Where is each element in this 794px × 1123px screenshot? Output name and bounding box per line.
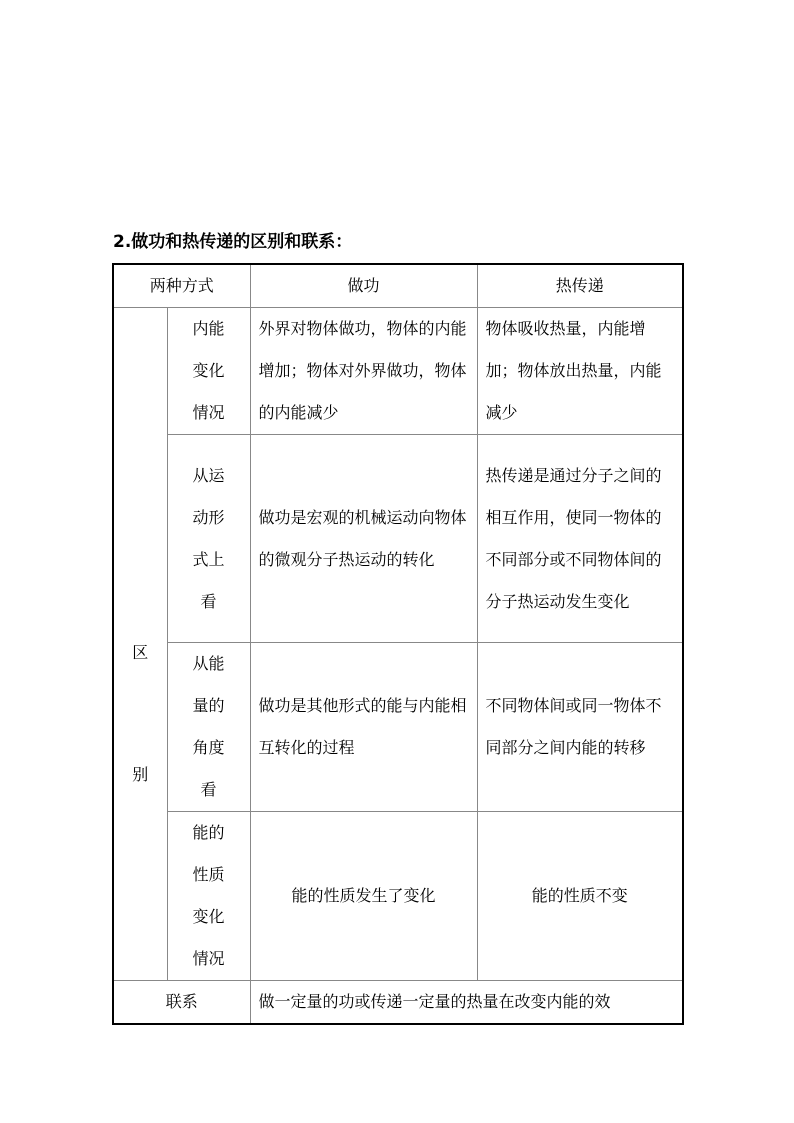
aspect-line: 动形 xyxy=(192,507,225,527)
aspect-cell xyxy=(167,643,250,812)
header-work: 做功 xyxy=(250,264,477,308)
aspect-cell xyxy=(167,435,250,643)
aspect-cell xyxy=(167,812,250,981)
comparison-table xyxy=(112,263,684,1025)
aspect-line: 从能 xyxy=(192,654,225,673)
difference-label-char: 区 xyxy=(132,643,149,662)
work-cell xyxy=(250,643,477,812)
work-text: 做功是其他形式的能与内能相互转化的过程 xyxy=(258,696,467,757)
work-cell xyxy=(250,308,477,435)
table-row xyxy=(113,435,683,643)
heat-cell xyxy=(477,812,683,981)
table-row xyxy=(113,643,683,812)
work-cell xyxy=(250,435,477,643)
link-row xyxy=(113,981,683,1025)
header-methods: 两种方式 xyxy=(113,264,250,308)
section-heading: 2.做功和热传递的区别和联系： xyxy=(113,232,353,252)
aspect-line: 从运 xyxy=(192,465,225,485)
heat-text: 不同物体间或同一物体不同部分之间内能的转移 xyxy=(485,696,662,757)
work-text: 做功是宏观的机械运动向物体的微观分子热运动的转化 xyxy=(258,507,467,569)
aspect-line: 性质 xyxy=(192,865,225,884)
link-label: 联系 xyxy=(113,981,250,1025)
aspect-line: 情况 xyxy=(192,949,225,968)
work-text: 外界对物体做功，物体的内能增加；物体对外界做功，物体的内能减少 xyxy=(258,319,467,422)
aspect-cell xyxy=(167,308,250,435)
table-header-row xyxy=(113,264,683,308)
aspect-line: 内能 xyxy=(192,319,225,338)
heat-text: 物体吸收热量，内能增加；物体放出热量，内能减少 xyxy=(485,319,662,422)
table-row xyxy=(113,308,683,435)
header-heat-transfer: 热传递 xyxy=(477,264,683,308)
table-row xyxy=(113,812,683,981)
heat-cell xyxy=(477,643,683,812)
aspect-line: 能的 xyxy=(192,823,225,842)
heat-text: 热传递是通过分子之间的相互作用，使同一物体的不同部分或不同物体间的分子热运动发生变化 xyxy=(485,465,662,611)
difference-label-cell xyxy=(113,308,167,981)
aspect-line: 变化 xyxy=(192,361,225,380)
aspect-line: 量的 xyxy=(192,696,225,715)
heat-text: 能的性质不变 xyxy=(531,886,628,905)
heat-cell xyxy=(477,435,683,643)
link-text: 做一定量的功或传递一定量的热量在改变内能的效 xyxy=(250,981,683,1025)
aspect-line: 式上 xyxy=(192,549,225,569)
work-text: 能的性质发生了变化 xyxy=(291,886,436,905)
aspect-line: 角度 xyxy=(192,738,225,757)
heat-cell xyxy=(477,308,683,435)
aspect-line: 看 xyxy=(200,780,217,799)
aspect-line: 情况 xyxy=(192,403,225,422)
work-cell xyxy=(250,812,477,981)
aspect-line: 变化 xyxy=(192,907,225,926)
difference-label-char: 别 xyxy=(132,765,149,784)
aspect-line: 看 xyxy=(200,591,217,611)
